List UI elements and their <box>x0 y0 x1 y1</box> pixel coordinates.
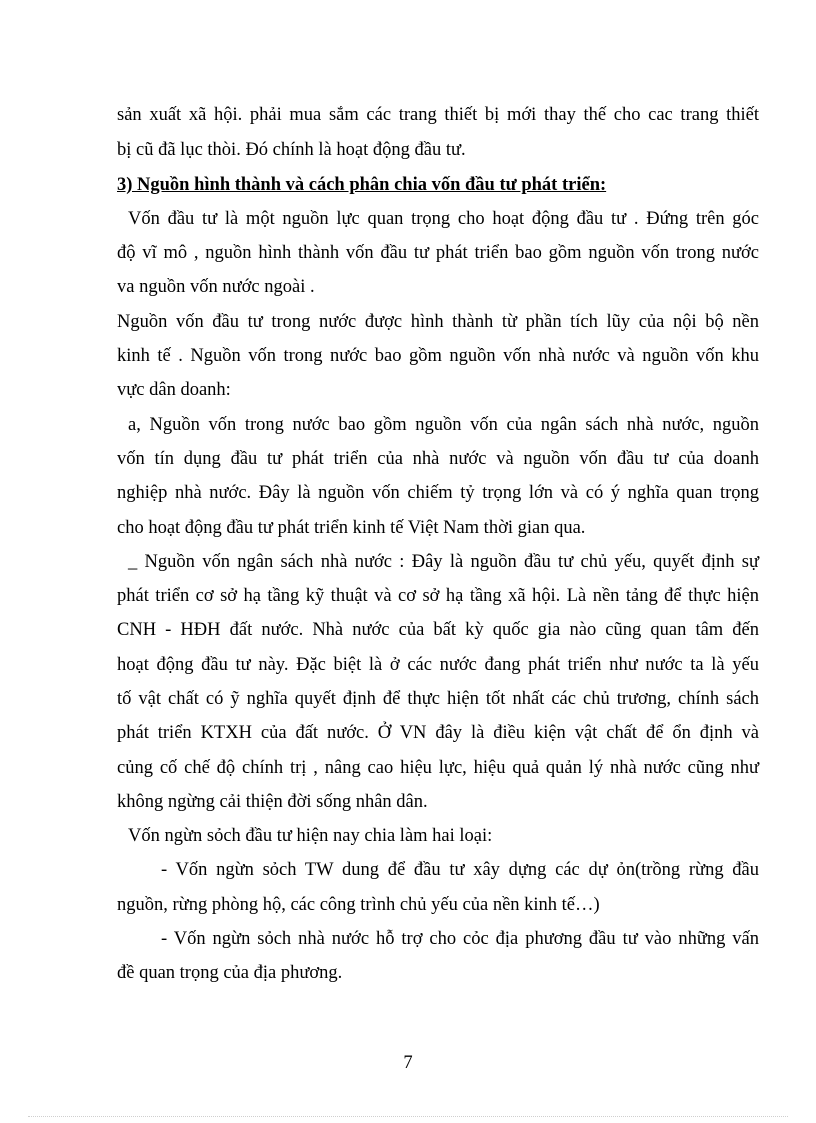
paragraph-line: cho hoạt động đầu tư phát triển kinh tế Việt Nam thời gian qua. <box>117 518 586 538</box>
paragraph-line: Vốn ngừn sỏch đầu tư hiện nay chia làm hai loại: <box>128 826 493 846</box>
paragraph-line: vốn tín dụng đầu tư phát triển của nhà nước và nguồn vốn đầu tư của doanh <box>117 449 759 469</box>
section-heading: 3) Nguồn hình thành và cách phân chia vốn đầu tư phát triển: <box>117 175 607 195</box>
paragraph-line: hoạt động đầu tư này. Đặc biệt là ở các nước đang phát triển như nước ta là yếu <box>117 655 759 675</box>
list-item-line: - Vốn ngừn sỏch TW dung để đầu tư xây dựng các dự ỏn(trồng rừng đầu <box>161 860 759 880</box>
list-item-line: nguồn, rừng phòng hộ, các công trình chủ yếu của nền kinh tế…) <box>117 895 600 915</box>
page-bottom-rule <box>28 1116 788 1117</box>
paragraph-line: phát triển cơ sở hạ tầng kỹ thuật và cơ sở hạ tầng xã hội. Là nền tảng để thực hiện <box>117 586 759 606</box>
list-item-line: - Vốn ngừn sỏch nhà nước hỗ trợ cho cỏc địa phương đầu tư vào những vấn <box>161 929 759 949</box>
paragraph-line: không ngừng cải thiện đời sống nhân dân. <box>117 792 428 812</box>
paragraph-line: củng cố chế độ chính trị , nâng cao hiệu lực, hiệu quả quản lý nhà nước cũng như <box>117 758 759 778</box>
list-item-line: đề quan trọng của địa phương. <box>117 963 343 983</box>
paragraph-line: Nguồn vốn đầu tư trong nước được hình thành từ phần tích lũy của nội bộ nền <box>117 312 759 332</box>
paragraph-line: vực dân doanh: <box>117 380 231 400</box>
paragraph-line: kinh tế . Nguồn vốn trong nước bao gồm nguồn vốn nhà nước và nguồn vốn khu <box>117 346 759 366</box>
paragraph-line: a, Nguồn vốn trong nước bao gồm nguồn vốn của ngân sách nhà nước, nguồn <box>128 415 759 435</box>
paragraph-line: _ Nguồn vốn ngân sách nhà nước : Đây là nguồn đầu tư chủ yếu, quyết định sự <box>128 552 759 572</box>
page-number: 7 <box>403 1053 413 1073</box>
paragraph-line: độ vĩ mô , nguồn hình thành vốn đầu tư phát triển bao gồm nguồn vốn trong nước <box>117 243 759 263</box>
paragraph-line: nghiệp nhà nước. Đây là nguồn vốn chiếm tỷ trọng lớn và có ý nghĩa quan trọng <box>117 483 759 503</box>
paragraph-line: bị cũ đã lục thòi. Đó chính là hoạt động đầu tư. <box>117 140 466 160</box>
paragraph-line: phát triển KTXH của đất nước. Ở VN đây là điều kiện vật chất để ổn định và <box>117 723 759 743</box>
paragraph-line: tố vật chất có ỹ nghĩa quyết định để thực hiện tốt nhất các chủ trương, chính sách <box>117 689 759 709</box>
paragraph-line: sản xuất xã hội. phải mua sắm các trang thiết bị mới thay thế cho cac trang thiết <box>117 105 759 125</box>
paragraph-line: Vốn đầu tư là một nguồn lực quan trọng cho hoạt động đầu tư . Đứng trên góc <box>128 209 759 229</box>
paragraph-line: CNH - HĐH đất nước. Nhà nước của bất kỳ quốc gia nào cũng quan tâm đến <box>117 620 759 640</box>
paragraph-line: va nguồn vốn nước ngoài . <box>117 277 315 297</box>
